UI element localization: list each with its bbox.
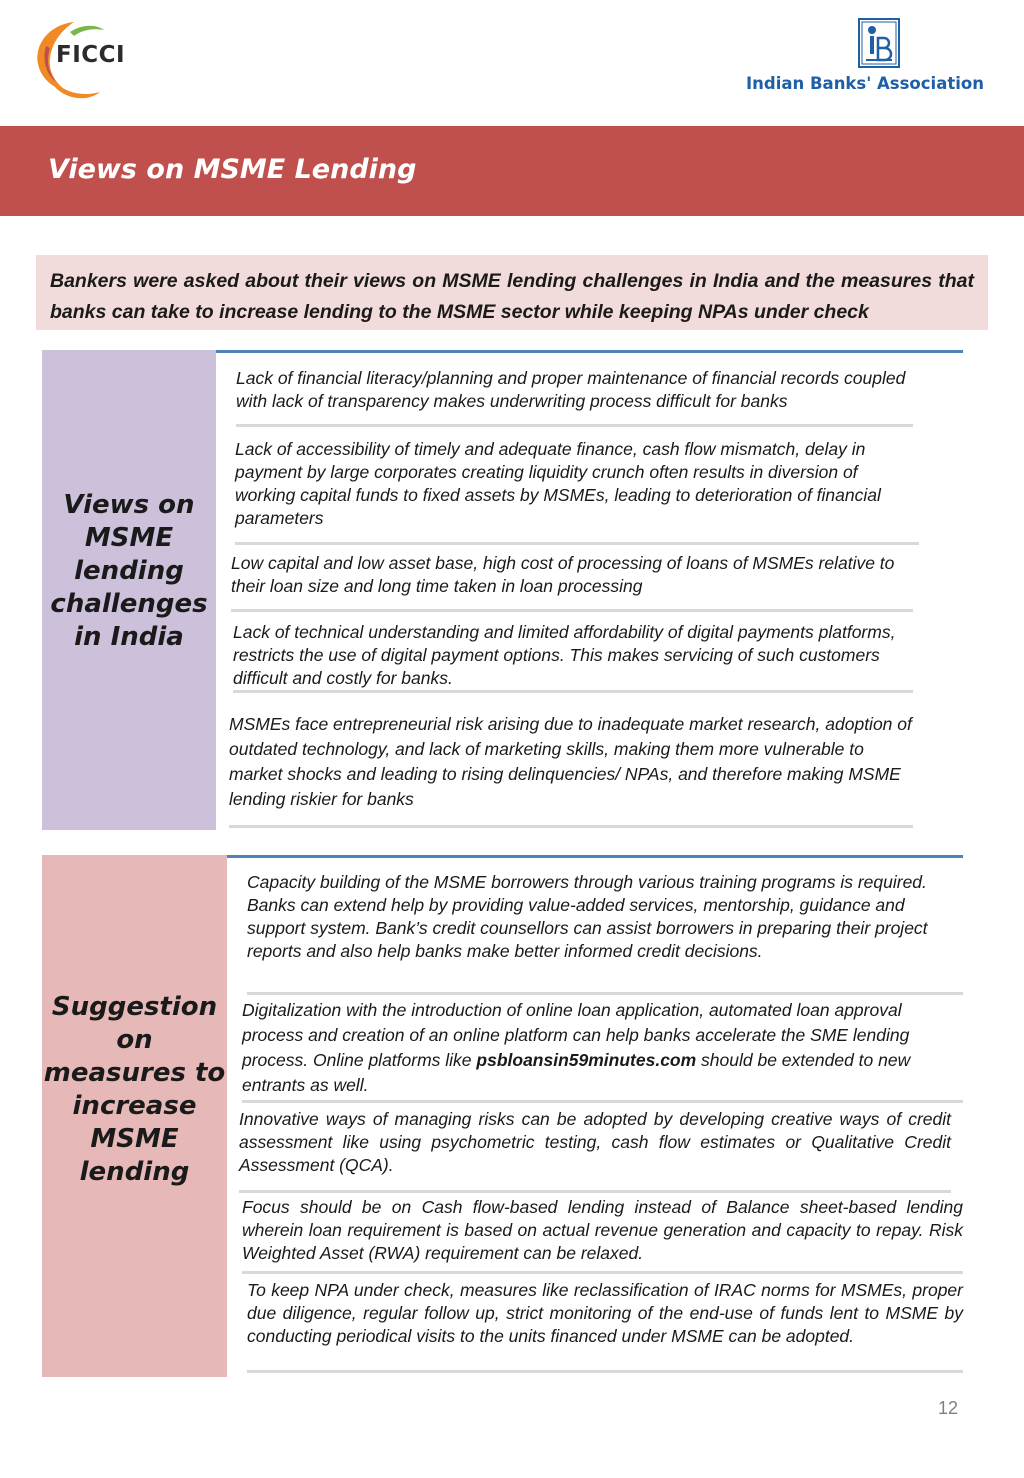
suggestion-item-2-text-after: should be extended to new entrants as well. — [242, 1050, 911, 1095]
suggestion-item-2 — [242, 998, 963, 1103]
iba-emblem-icon — [858, 18, 900, 68]
psbloans-link[interactable]: psbloansin59minutes.com — [476, 1050, 697, 1070]
page-number: 12 — [937, 1398, 958, 1418]
suggestion-item-3: Innovative ways of managing risks can be adopted by developing creative ways of credit assessment like using psychometric testing, cash flow estimates or Qualitative Credit Assessment (QCA). — [239, 1108, 951, 1193]
challenges-label: Views on MSME lending challenges in India — [42, 350, 216, 830]
suggestions-label: Suggestion on measures to increase MSME lending — [42, 855, 227, 1377]
section-divider — [216, 350, 963, 353]
intro-text: Bankers were asked about their views on MSME lending challenges in India and the measures that banks can take to increase lending to the MSME sector while keeping NPAs under check — [50, 270, 974, 323]
suggestion-item-2-text-before: Digitalization with the introduction of online loan application, automated loan approval process and creation of an online platform can help banks accelerate the SME lending process. Online platforms like — [242, 1000, 910, 1070]
challenge-item-1: Lack of financial literacy/planning and proper maintenance of financial records coupled with lack of transparency makes underwriting process difficult for banks — [236, 367, 913, 427]
suggestion-item-4: Focus should be on Cash flow-based lending instead of Balance sheet-based lending wherein loan requirement is based on actual revenue generation and capacity to repay. Risk Weighted Asset (RWA) requirement can be relaxed. — [242, 1196, 963, 1274]
challenge-item-5: MSMEs face entrepreneurial risk arising due to inadequate market research, adoption of outdated technology, and lack of marketing skills, making them more vulnerable to market shocks and leading to rising delinquencies/ NPAs, and therefore making MSME lending riskier for banks — [229, 712, 913, 828]
challenge-item-3: Low capital and low asset base, high cost of processing of loans of MSMEs relative to their loan size and long time taken in loan processing — [231, 552, 913, 612]
title-banner — [0, 126, 1024, 216]
page-title: Views on MSME Lending — [48, 154, 417, 185]
challenges-section — [42, 350, 963, 830]
iba-logo-text: Indian Banks' Association — [746, 74, 984, 93]
suggestion-item-1: Capacity building of the MSME borrowers through various training programs is required. Banks can extend help by providing value-added services, mentorship, guidance and support system. Bank’s credit counsellors can assist borrowers in preparing their project reports and also help banks make better informed credit decisions. — [247, 871, 963, 995]
intro-box — [36, 255, 988, 330]
challenge-item-4: Lack of technical understanding and limited affordability of digital payments platforms, restricts the use of digital payment options. This makes servicing of such customers difficult and costly for banks. — [233, 621, 913, 693]
section-divider — [227, 855, 963, 858]
ficci-logo-text: FICCI — [56, 42, 126, 68]
challenge-item-2: Lack of accessibility of timely and adequate finance, cash flow mismatch, delay in payment by large corporates creating liquidity crunch often results in diversion of working capital funds to fixed assets by MSMEs, leading to deterioration of financial parameters — [235, 438, 919, 545]
suggestions-section — [42, 855, 963, 1377]
suggestion-item-5: To keep NPA under check, measures like reclassification of IRAC norms for MSMEs, proper due diligence, regular follow up, strict monitoring of the end-use of funds lent to MSME by conducting periodical visits to the units financed under MSME can be adopted. — [247, 1279, 963, 1373]
